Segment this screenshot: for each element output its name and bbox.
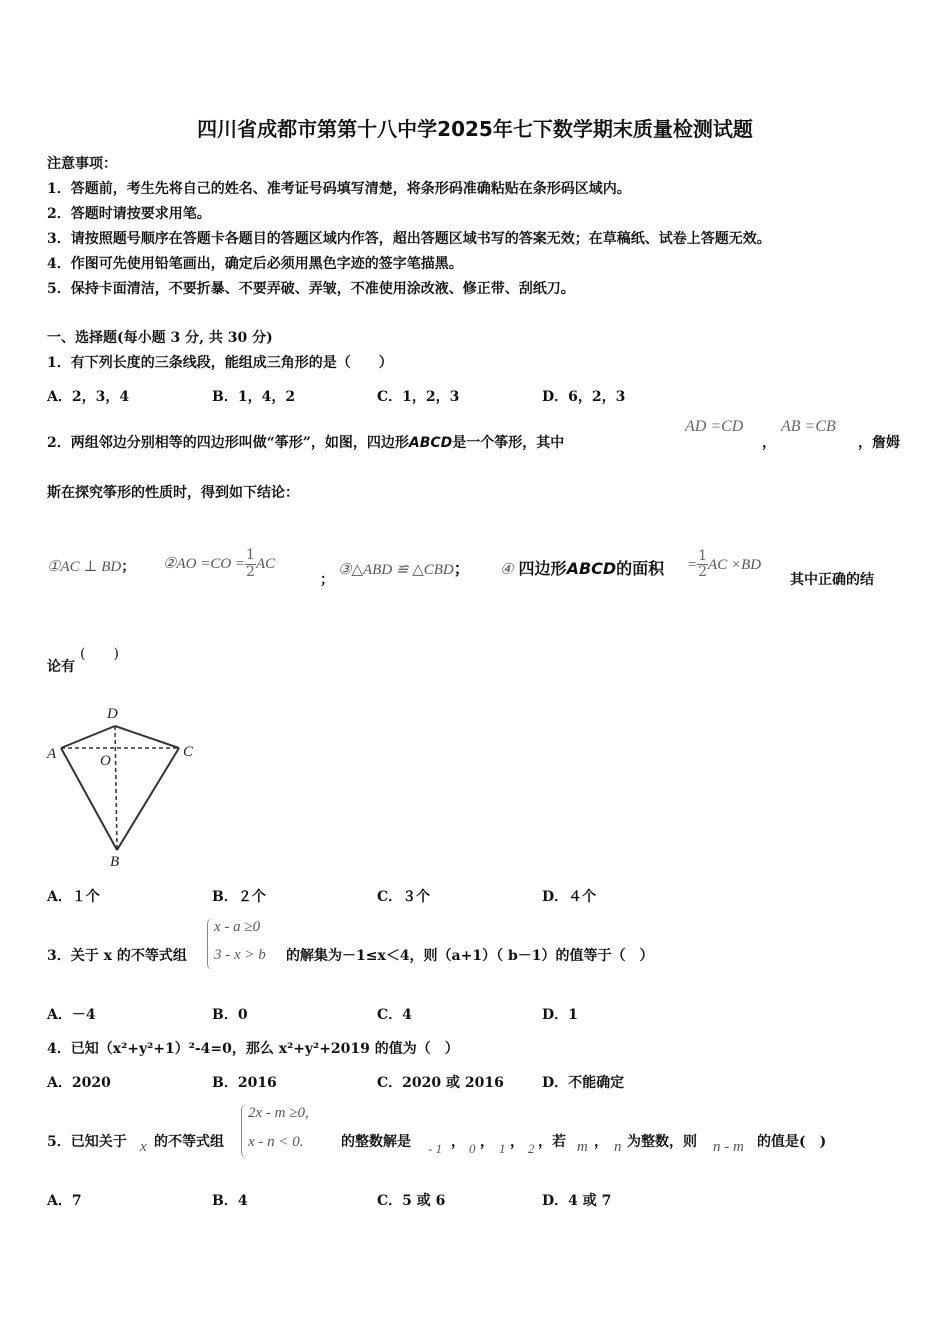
system-brace: [241, 1104, 248, 1158]
q5-value-neg1: - 1: [428, 1141, 443, 1156]
q5-var-m: m: [577, 1139, 588, 1155]
question-5-stem-a: 5．已知关于: [47, 1134, 127, 1150]
q5-option-c[interactable]: C．5 或 6: [377, 1193, 446, 1209]
q5-option-d[interactable]: D．4 或 7: [542, 1193, 612, 1209]
q3-ineq-2: 3 - x > b: [214, 947, 266, 963]
q2-comma: ，: [762, 435, 776, 451]
q5-option-a[interactable]: A．7: [47, 1193, 82, 1209]
side-cb: [117, 748, 179, 850]
conclusion-4-text: 四边形: [518, 559, 567, 578]
q3-option-b[interactable]: B．0: [212, 1007, 248, 1023]
q2-conclusion-3: [338, 547, 470, 591]
conclusion-2-tail: AC: [255, 556, 276, 572]
fraction-denominator: 2: [698, 564, 708, 580]
semicolon: ；: [121, 559, 136, 575]
section-heading: 一、选择题(每小题 3 分, 共 30 分): [47, 330, 273, 346]
q5-option-b[interactable]: B．4: [212, 1193, 248, 1209]
question-3-stem-a: 3．关于 x 的不等式组: [47, 948, 187, 964]
q5-ineq-1: 2x - m ≥0,: [248, 1105, 309, 1121]
vertex-label-a: A: [47, 746, 57, 762]
vertex-label-d: D: [107, 706, 118, 722]
page-title: 四川省成都市第第十八中学2025年七下数学期末质量检测试题: [197, 117, 753, 141]
conclusion-3-expr: △ABD ≌ △CBD: [351, 562, 454, 578]
q2-option-d[interactable]: D．４个: [542, 889, 597, 905]
q5-value-2: 2: [528, 1141, 535, 1156]
q5-var-n: n: [614, 1139, 622, 1155]
conclusion-4-abcd: ABCD: [566, 559, 617, 578]
q1-option-c[interactable]: C．1，2，3: [377, 389, 460, 405]
q2-stem-part: 2．两组邻边分别相等的四边形叫做“筝形”，如图，四边形: [47, 435, 409, 451]
q2-stem-line3: 论有: [47, 659, 75, 675]
q3-ineq-1: x - a ≥0: [214, 919, 261, 935]
conclusion-3-mark: ③: [338, 562, 352, 578]
q5-expr: n - m: [713, 1139, 744, 1155]
conclusion-1-mark: ①: [47, 559, 61, 575]
fraction-denominator: 2: [246, 563, 255, 580]
conclusion-2-mark: ②: [163, 556, 177, 572]
question-3-stem-b: 的解集为－1≤x＜4，则（a+1）（ b－1）的值等于（ ）: [286, 948, 654, 964]
q2-option-b[interactable]: B．２个: [212, 889, 266, 905]
q3-option-d[interactable]: D．1: [542, 1007, 578, 1023]
note-item: 3．请按照题号顺序在答题卡各题目的答题区域内作答，超出答题区域书写的答案无效；在草稿纸、试卷上答题无效。: [47, 231, 771, 247]
vertex-label-c: C: [183, 744, 194, 760]
question-5-stem-d: ，若: [538, 1134, 566, 1150]
question-5-stem-c: 的整数解是: [341, 1134, 411, 1150]
side-dc: [115, 726, 179, 748]
conclusion-4-tail: AC ×BD: [708, 557, 762, 573]
note-item: 2．答题时请按要求用笔。: [47, 206, 211, 222]
question-4-stem: 4．已知（x²+y²+1）²-4=0，那么 x²+y²+2019 的值为（ ）: [47, 1041, 459, 1057]
q2-conclusions: [47, 545, 135, 589]
q1-option-b[interactable]: B．1，4，2: [212, 389, 296, 405]
answer-paren: ( ): [80, 646, 119, 662]
q5-var-x: x: [140, 1139, 147, 1155]
separator: ，: [480, 1134, 494, 1150]
q2-stem-line2: 斯在探究筝形的性质时，得到如下结论：: [47, 485, 299, 501]
q3-option-c[interactable]: C．4: [377, 1007, 412, 1023]
separator: ，: [451, 1134, 465, 1150]
question-1-stem: 1．有下列长度的三条线段，能组成三角形的是（ ）: [47, 355, 393, 371]
side-ad: [61, 726, 115, 748]
q2-stem-tail: ，詹姆: [858, 435, 900, 451]
q4-option-a[interactable]: A．2020: [47, 1075, 111, 1091]
question-5-stem-b: 的不等式组: [154, 1134, 224, 1150]
separator: ，: [510, 1134, 524, 1150]
diagonal-bd: [115, 726, 117, 850]
q1-option-a[interactable]: A．2，3，4: [47, 389, 130, 405]
q4-option-b[interactable]: B．2016: [212, 1075, 277, 1091]
q2-stem-part: 是一个筝形，其中: [452, 435, 565, 451]
q1-option-d[interactable]: D．6，2，3: [542, 389, 626, 405]
vertex-label-b: B: [110, 854, 120, 870]
kite-figure: [40, 700, 210, 870]
q2-option-c[interactable]: C．３个: [377, 889, 431, 905]
q2-conclusions-end: 其中正确的结: [790, 572, 874, 588]
q4-option-c[interactable]: C．2020 或 2016: [377, 1075, 504, 1091]
conclusion-4-mark: ④: [500, 562, 514, 578]
q2-abcd: ABCD: [408, 435, 453, 451]
semicolon: ；: [453, 559, 470, 578]
q2-conclusion-4: [500, 547, 664, 591]
fraction-numerator: 1: [698, 547, 708, 564]
conclusion-2-expr: AO =CO =: [176, 556, 246, 572]
center-label-o: O: [100, 753, 111, 769]
q2-eq-ab-cb: AB =CB: [781, 418, 836, 435]
conclusion-4-text2: 的面积: [616, 559, 665, 578]
q4-option-d[interactable]: D．不能确定: [542, 1075, 625, 1091]
equals: =: [687, 557, 698, 573]
q3-option-a[interactable]: A．－4: [47, 1007, 96, 1023]
notes-heading: 注意事项：: [47, 156, 117, 172]
q2-option-a[interactable]: A．１个: [47, 889, 100, 905]
question-2-stem: [47, 432, 564, 452]
question-5-stem-f: 的值是( ): [757, 1134, 827, 1150]
q2-eq-ad-cd: AD =CD: [685, 418, 744, 435]
q5-value-0: 0: [469, 1141, 476, 1156]
separator: ，: [594, 1134, 608, 1150]
semicolon: ；: [320, 572, 334, 588]
fraction-half: [245, 548, 256, 580]
system-brace: [207, 918, 214, 970]
fraction-half: [697, 549, 708, 581]
note-item: 5．保持卡面清洁，不要折暴、不要弄破、弄皱，不准使用涂改液、修正带、刮纸刀。: [47, 281, 575, 297]
note-item: 4．作图可先使用铅笔画出，确定后必须用黑色字迹的签字笔描黑。: [47, 256, 463, 272]
question-5-stem-e: 为整数，则: [627, 1134, 697, 1150]
q2-conclusion-2: [163, 542, 275, 586]
q5-ineq-2: x - n < 0.: [248, 1134, 304, 1150]
q5-value-1: 1: [499, 1141, 506, 1156]
conclusion-1-expr: AC ⊥ BD: [60, 559, 122, 575]
fraction-numerator: 1: [246, 547, 255, 564]
note-item: 1．答题前，考生先将自己的姓名、准考证号码填写清楚，将条形码准确粘贴在条形码区域内。: [47, 181, 631, 197]
q2-conclusion-4-expr: [687, 542, 761, 586]
